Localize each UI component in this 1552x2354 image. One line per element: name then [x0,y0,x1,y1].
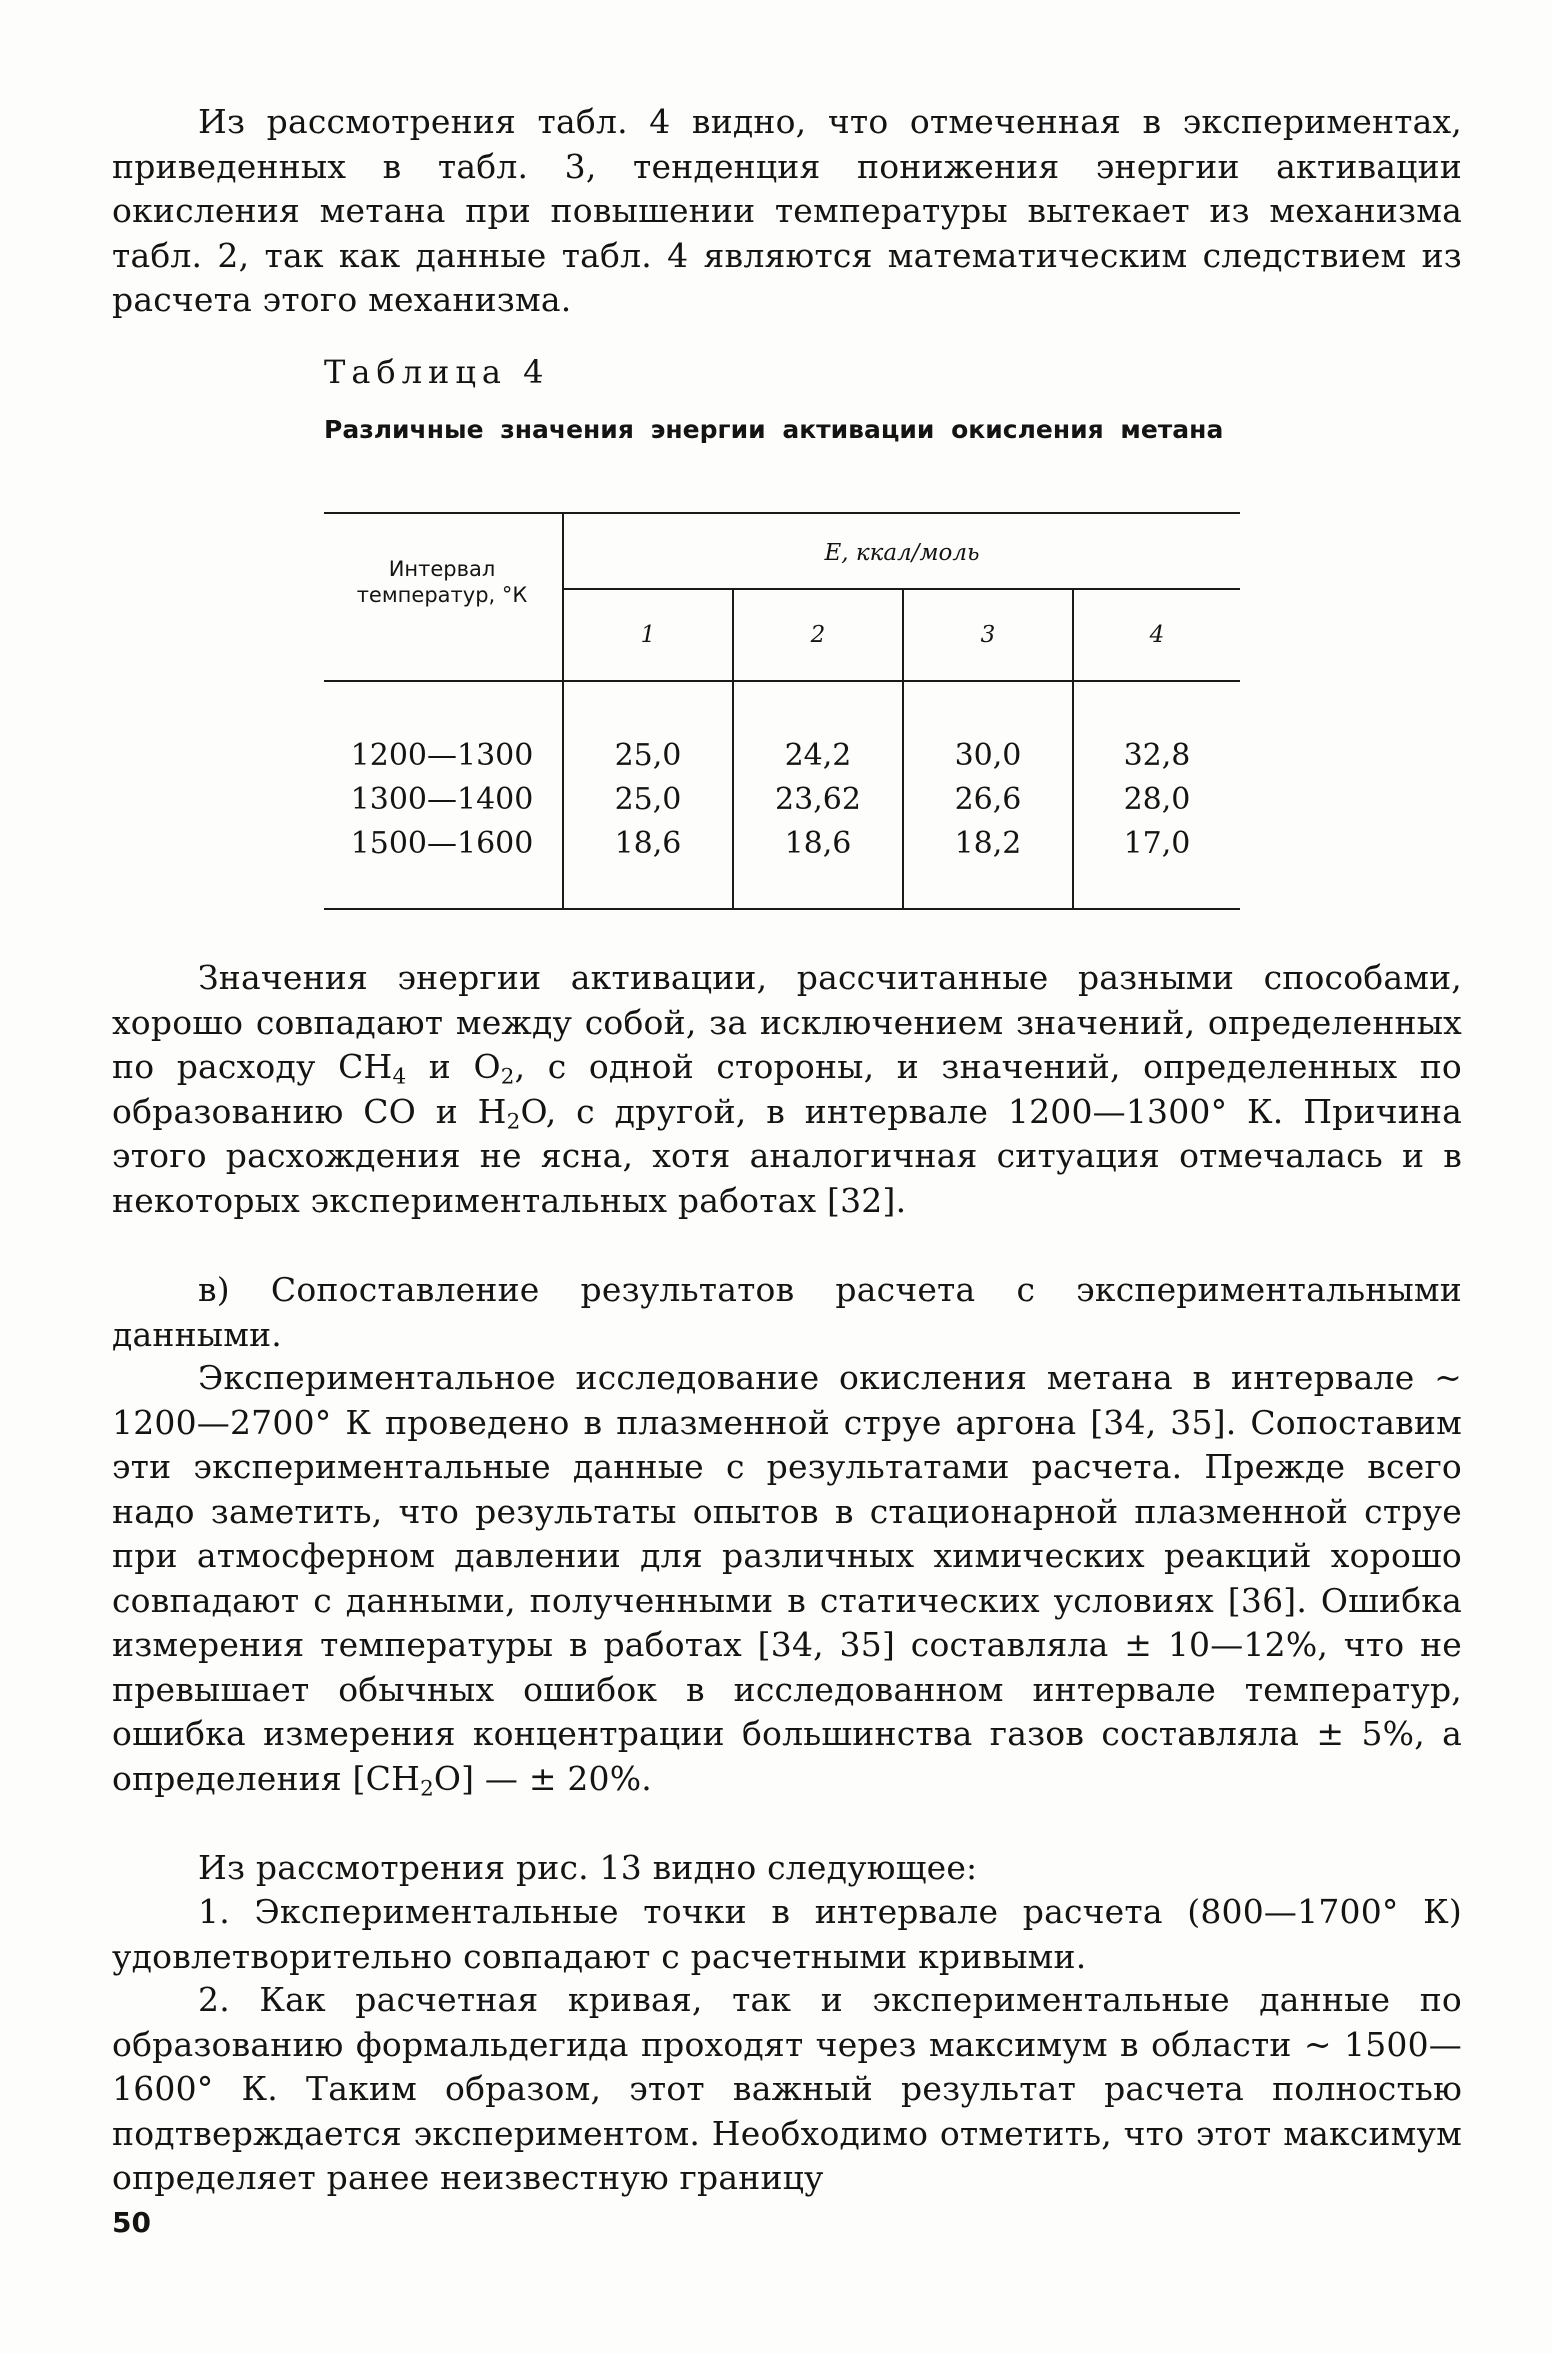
column-method-3 [904,734,1072,866]
value-cell: 25,0 [614,782,682,817]
interval-cell: 1300—1400 [350,782,534,817]
header-method-3: 3 [980,622,996,648]
value-cell: 28,0 [1123,782,1191,817]
value-cell: 30,0 [954,738,1022,773]
section-heading: в) Сопоставление результатов расчета с экспериментальными данными. [112,1270,1462,1354]
column-method-2 [734,734,902,866]
value-cell: 24,2 [784,738,852,773]
column-method-1 [564,734,732,866]
value-cell: 32,8 [1123,738,1191,773]
list-item-1: 1. Экспериментальные точки в интервале расчета (800—1700° К) удовлетворительно совпадают с расчетными кривыми. [112,1892,1462,1976]
value-cell: 26,6 [954,782,1022,817]
value-cell: 23,62 [775,782,861,817]
table-header-rule [324,680,1240,682]
header-energy: E, ккал/моль [824,540,980,566]
paragraph-activation-energy: Значения энергии активации, рассчитанные разными способами, хорошо совпадают между собой, за исключением значений, определенных по расходу $CH_4$ и $O_2$, с одной стороны, и значений, определенных по образованию CO и $H_2O$, с другой, в интервале 1200—1300° К. Причина этого расхождения не ясна, хотя аналогичная ситуация отмечалась и в некоторых экспериментальных работах [32]. [112,958,1462,1220]
value-cell: 18,6 [784,826,852,861]
interval-cell: 1500—1600 [350,826,534,861]
header-interval: Интервал температур, °К [356,557,528,607]
column-method-4 [1074,734,1240,866]
header-method-1: 1 [640,622,656,648]
paragraph-experiment: Экспериментальное исследование окисления метана в интервале ~ 1200—2700° К проведено в плазменной струе аргона [34, 35]. Сопоставим эти экспериментальные данные с результатами расчета. Прежде всего надо заметить, что результаты опытов в стационарной плазменной струе при атмосферном давлении для различных химических реакций хорошо совпадают с данными, полученными в статических условиях [36]. Ошибка измерения температуры в работах [34, 35] составляла ± 10—12%, что не превышает обычных ошибок в исследованном интервале температур, ошибка измерения концентрации большинства газов составляла ± 5%, а определения $[CH_2O]$ — ± 20%. [112,1358,1462,1801]
table-top-rule [324,512,1240,514]
list-item-2: 2. Как расчетная кривая, так и экспериментальные данные по образованию формальдегида проходят через максимум в области ~ 1500—1600° К. Таким образом, этот важный результат расчета полностью подтверждается экспериментом. Необходимо отметить, что этот максимум определяет ранее неизвестную границу [112,1980,1462,2197]
value-cell: 17,0 [1123,826,1191,861]
table-caption: Различные значения энергии активации окисления метана [324,415,1224,444]
value-cell: 18,2 [954,826,1022,861]
table-label: Таблица 4 [324,353,550,391]
interval-cell: 1200—1300 [350,738,534,773]
header-method-2: 2 [810,622,826,648]
value-cell: 18,6 [614,826,682,861]
paragraph-figure: Из рассмотрения рис. 13 видно следующее: [198,1848,978,1887]
header-method-4: 4 [1149,622,1165,648]
page-number: 50 [112,2206,151,2239]
column-intervals [324,734,560,866]
value-cell: 25,0 [614,738,682,773]
table-bottom-rule [324,908,1240,910]
intro-paragraph: Из рассмотрения табл. 4 видно, что отмеченная в экспериментах, приведенных в табл. 3, тенденция понижения энергии активации окисления метана при повышении температуры вытекает из механизма табл. 2, так как данные табл. 4 являются математическим следствием из расчета этого механизма. [112,102,1462,319]
